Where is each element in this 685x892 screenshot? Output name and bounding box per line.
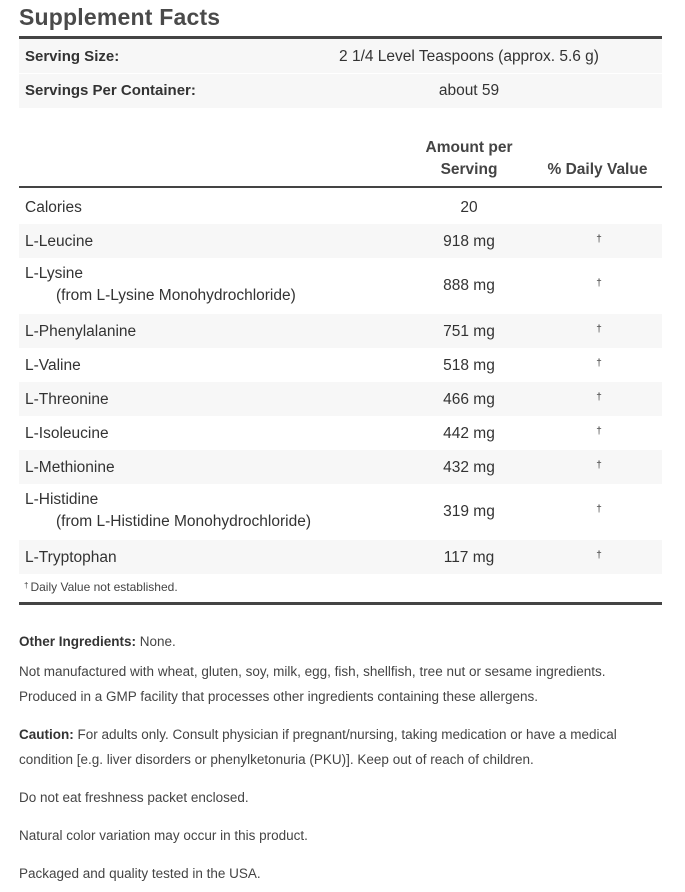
nutrient-name: L-Histidine — [25, 491, 99, 508]
serving-size-label: Serving Size: — [25, 48, 120, 65]
daily-value-mark: † — [596, 550, 602, 561]
nutrient-amount: 20 — [460, 199, 478, 216]
footnote — [24, 580, 178, 594]
other-ingredients-label: Other Ingredients: — [19, 634, 137, 649]
table-row — [19, 450, 662, 484]
nutrient-name: L-Phenylalanine — [25, 323, 137, 340]
caution-label: Caution: — [19, 727, 74, 742]
nutrient-name: L-Threonine — [25, 391, 109, 408]
nutrient-name: L-Tryptophan — [25, 549, 117, 566]
nutrient-name: L-Lysine — [25, 265, 84, 282]
nutrient-amount: 466 mg — [443, 391, 495, 408]
other-ingredients — [19, 629, 662, 654]
daily-value-mark: † — [596, 504, 602, 515]
daily-value-mark: † — [596, 324, 602, 335]
nutrient-name: L-Methionine — [25, 459, 115, 476]
nutrient-amount: 432 mg — [443, 459, 495, 476]
freshness-note: Do not eat freshness packet enclosed. — [19, 790, 249, 805]
nutrient-amount: 117 mg — [443, 549, 495, 566]
nutrient-amount: 751 mg — [443, 323, 495, 340]
caution-line-1 — [19, 722, 662, 747]
other-ingredients-value: None. — [139, 634, 176, 649]
table-row — [19, 224, 662, 258]
header-divider — [19, 186, 662, 188]
servings-per-container-label: Servings Per Container: — [25, 82, 196, 99]
amount-header-line1: Amount per — [425, 139, 513, 156]
footnote-mark: † — [24, 581, 29, 590]
table-row — [19, 314, 662, 348]
daily-value-mark: † — [596, 234, 602, 245]
serving-size-row — [19, 39, 662, 73]
caution-line-2: condition [e.g. liver disorders or phenylketonuria (PKU)]. Keep out of reach of children. — [19, 752, 534, 767]
daily-value-mark: † — [596, 358, 602, 369]
nutrient-amount: 888 mg — [443, 277, 495, 294]
color-variation-note: Natural color variation may occur in this product. — [19, 828, 308, 843]
nutrient-amount: 442 mg — [443, 425, 495, 442]
nutrient-name: L-Valine — [25, 357, 81, 374]
allergen-line-2: Produced in a GMP facility that processes other ingredients containing these allergens. — [19, 689, 539, 704]
bottom-divider — [19, 602, 662, 605]
table-row — [19, 484, 662, 540]
daily-value-mark: † — [596, 460, 602, 471]
packaged-note: Packaged and quality tested in the USA. — [19, 866, 261, 881]
nutrient-name: L-Isoleucine — [25, 425, 109, 442]
panel-title: Supplement Facts — [19, 4, 221, 30]
caution-text-1: For adults only. Consult physician if pregnant/nursing, taking medication or have a medical — [77, 727, 617, 742]
servings-per-container-value: about 59 — [438, 82, 500, 99]
daily-value-mark: † — [596, 278, 602, 289]
daily-value-header: % Daily Value — [547, 161, 648, 178]
servings-per-container-row — [19, 73, 662, 108]
table-row — [19, 258, 662, 314]
table-row — [19, 190, 662, 224]
nutrient-amount: 918 mg — [443, 233, 495, 250]
footnote-text: Daily Value not established. — [30, 580, 178, 594]
table-row — [19, 540, 662, 574]
nutrient-amount: 518 mg — [443, 357, 495, 374]
amount-header-line2: Serving — [440, 161, 498, 178]
nutrient-amount: 319 mg — [443, 503, 495, 520]
serving-size-value: 2 1/4 Level Teaspoons (approx. 5.6 g) — [339, 48, 599, 65]
daily-value-mark: † — [596, 392, 602, 403]
table-row — [19, 348, 662, 382]
nutrient-source: (from L-Lysine Monohydrochloride) — [56, 287, 296, 304]
daily-value-mark: † — [596, 426, 602, 437]
nutrient-name: L-Leucine — [25, 233, 94, 250]
nutrient-name: Calories — [25, 199, 82, 216]
table-row — [19, 416, 662, 450]
allergen-line-1: Not manufactured with wheat, gluten, soy, milk, egg, fish, shellfish, tree nut or sesame ingredients. — [19, 664, 606, 679]
nutrient-source: (from L-Histidine Monohydrochloride) — [56, 513, 311, 530]
table-row — [19, 382, 662, 416]
